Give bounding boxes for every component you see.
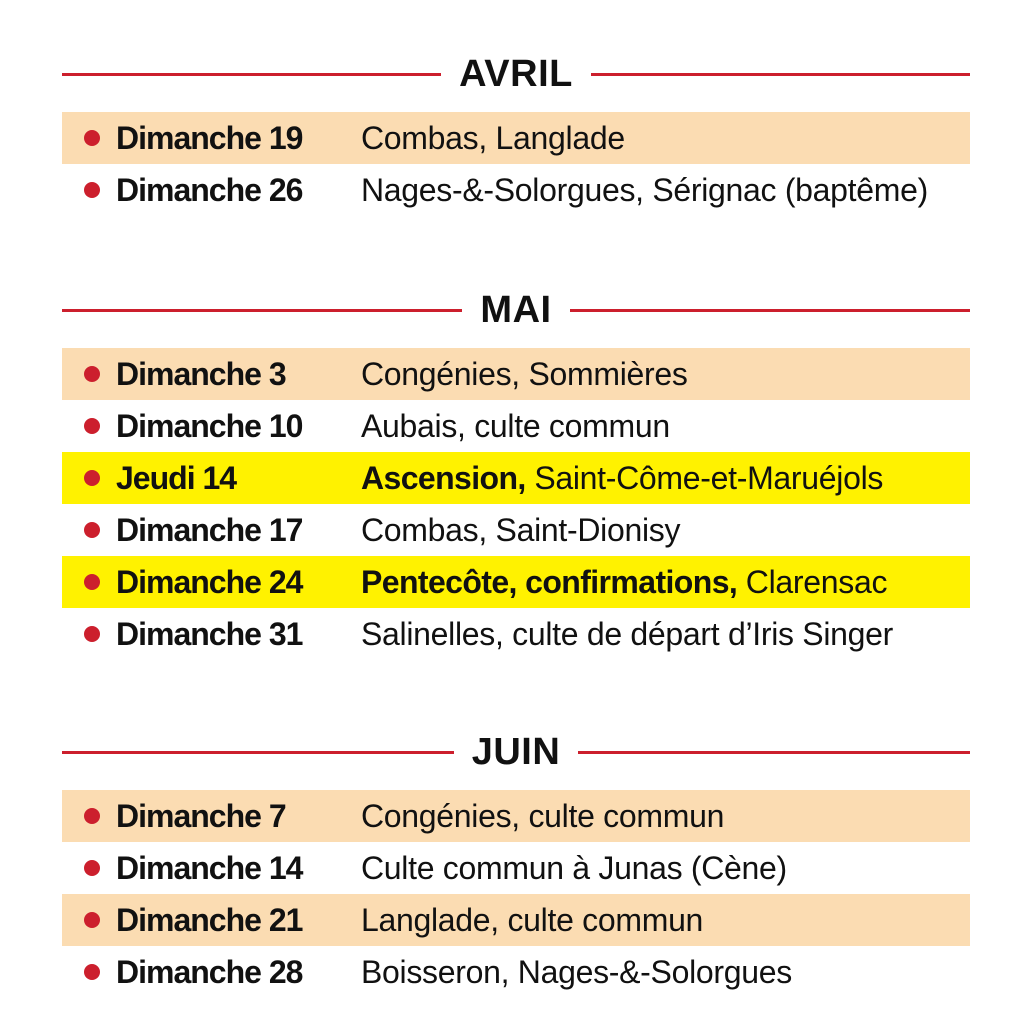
bullet-icon: [84, 182, 100, 198]
month-title: AVRIL: [459, 53, 573, 95]
schedule-row: [62, 946, 970, 998]
schedule-row: [62, 112, 970, 164]
bullet-icon: [84, 366, 100, 382]
location-text: Combas, Langlade: [361, 119, 625, 156]
month-title: MAI: [480, 289, 552, 331]
month-heading: [62, 48, 970, 100]
schedule-row: [62, 894, 970, 946]
bullet-icon: [84, 130, 100, 146]
schedule-row: [62, 842, 970, 894]
date-label: Dimanche 10: [116, 407, 303, 444]
schedule-row: [62, 164, 970, 216]
schedule-row-highlight: [62, 556, 970, 608]
date-label: Dimanche 31: [116, 615, 303, 652]
bullet-icon: [84, 912, 100, 928]
bullet-icon: [84, 860, 100, 876]
month-heading: [62, 284, 970, 336]
location-text: Boisseron, Nages-&-Solorgues: [361, 953, 792, 990]
heading-rule-left: [62, 73, 441, 76]
location-text: Salinelles, culte de départ d’Iris Singer: [361, 615, 893, 652]
location-text: Langlade, culte commun: [361, 901, 704, 938]
date-label: Dimanche 19: [116, 119, 303, 156]
section-juin: [62, 726, 970, 998]
bullet-icon: [84, 418, 100, 434]
location-text: Aubais, culte commun: [361, 407, 670, 444]
heading-rule-right: [591, 73, 970, 76]
heading-rule-left: [62, 309, 462, 312]
date-label: Dimanche 28: [116, 953, 303, 990]
location-text: Culte commun à Junas (Cène): [361, 849, 787, 886]
bullet-icon: [84, 964, 100, 980]
location-text: Combas, Saint-Dionisy: [361, 511, 681, 548]
section-avril: [62, 48, 970, 216]
bullet-icon: [84, 808, 100, 824]
event-label: Ascension,: [361, 459, 526, 496]
heading-rule-right: [578, 751, 970, 754]
schedule-row: [62, 504, 970, 556]
section-mai: [62, 284, 970, 660]
schedule-row: [62, 400, 970, 452]
date-label: Dimanche 14: [116, 849, 303, 886]
bullet-icon: [84, 522, 100, 538]
schedule-row: [62, 608, 970, 660]
month-title: JUIN: [471, 731, 561, 773]
month-heading: [62, 726, 970, 778]
date-label: Dimanche 17: [116, 511, 303, 548]
heading-rule-right: [570, 309, 970, 312]
location-text: Congénies, Sommières: [361, 355, 688, 392]
schedule-row-highlight: [62, 452, 970, 504]
location-text: Nages-&-Solorgues, Sérignac (baptême): [361, 171, 928, 208]
date-label: Dimanche 21: [116, 901, 303, 938]
bullet-icon: [84, 626, 100, 642]
schedule-row: [62, 348, 970, 400]
date-label: Dimanche 7: [116, 797, 286, 834]
bullet-icon: [84, 470, 100, 486]
location-text: Ascension, Saint-Côme-et-Maruéjols: [361, 459, 884, 496]
date-label: Dimanche 24: [116, 563, 303, 600]
location-text: Pentecôte, confirmations, Clarensac: [361, 563, 888, 600]
date-label: Dimanche 26: [116, 171, 303, 208]
heading-rule-left: [62, 751, 454, 754]
date-label: Dimanche 3: [116, 355, 286, 392]
date-label: Jeudi 14: [116, 459, 237, 496]
schedule-row: [62, 790, 970, 842]
location-text: Congénies, culte commun: [361, 797, 725, 834]
event-label: Pentecôte, confirmations,: [361, 563, 738, 600]
bullet-icon: [84, 574, 100, 590]
